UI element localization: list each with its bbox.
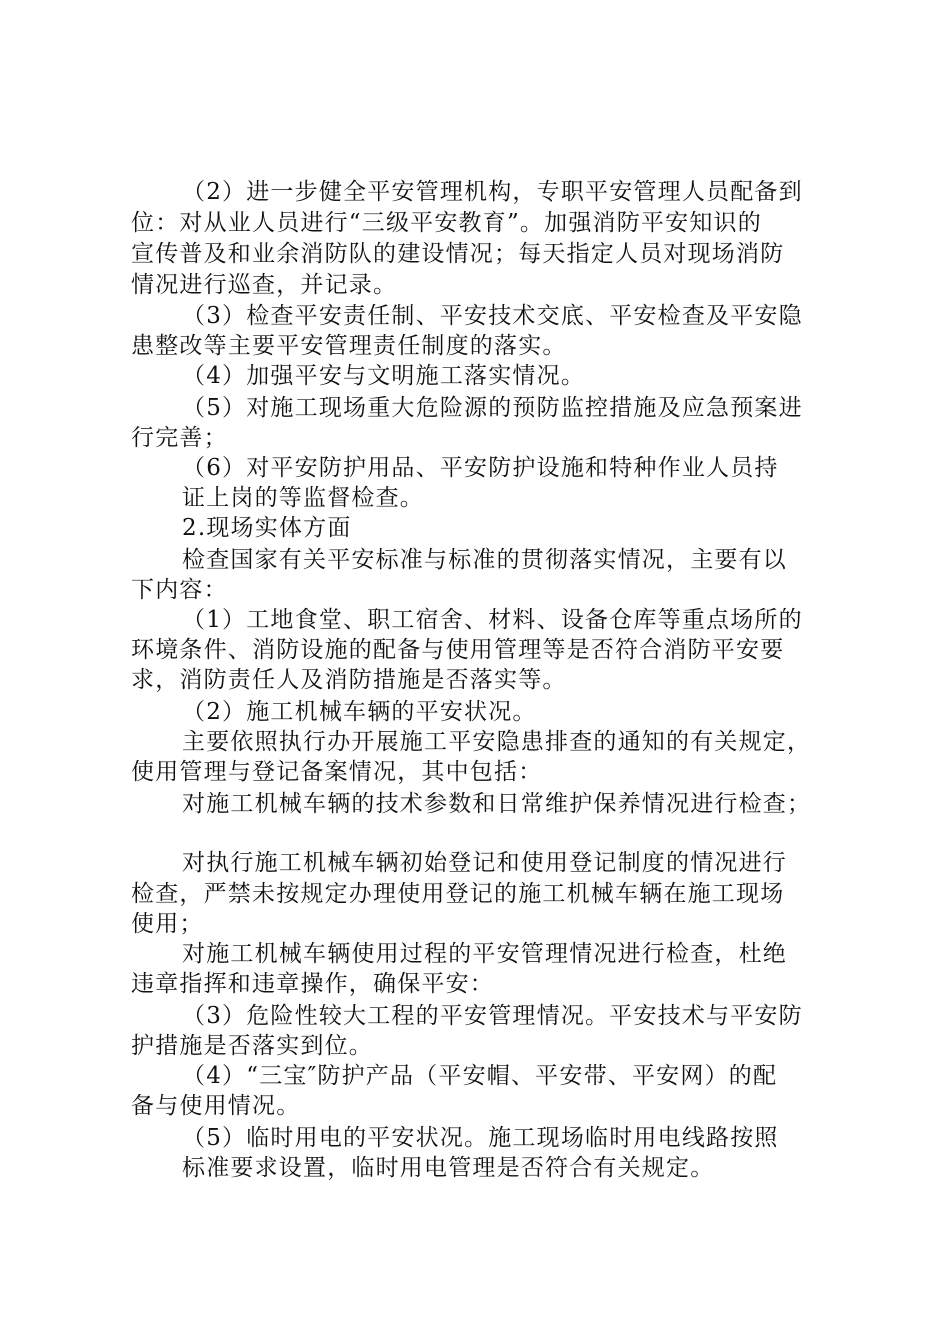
text-line: 检查国家有关平安标准与标准的贯彻落实情况，主要有以 <box>182 547 787 573</box>
text-line: 对执行施工机械车辆初始登记和使用登记制度的情况进行 <box>182 850 787 876</box>
text-line: 求，消防责任人及消防措施是否落实等。 <box>131 667 567 693</box>
text-line: （1）工地食堂、职工宿舍、材料、设备仓库等重点场所的 <box>182 607 803 633</box>
text-line: 行完善； <box>131 425 228 451</box>
text-line: 主要依照执行办开展施工平安隐患排查的通知的有关规定， <box>182 729 812 755</box>
text-line: 违章指挥和违章操作，确保平安： <box>131 971 494 997</box>
text-line: 检查，严禁未按规定办理使用登记的施工机械车辆在施工现场 <box>131 881 785 907</box>
text-line: 使用； <box>131 911 204 937</box>
text-line: 标准要求设置，临时用电管理是否符合有关规定。 <box>182 1155 715 1181</box>
text-line: 情况进行巡查，并记录。 <box>131 272 398 298</box>
text-line: （4）“三宝″防护产品（平安帽、平安带、平安网）的配 <box>182 1063 778 1089</box>
text-line: （5）对施工现场重大危险源的预防监控措施及应急预案进 <box>182 395 803 421</box>
text-line: （2）施工机械车辆的平安状况。 <box>182 699 537 725</box>
text-line: 证上岗的等监督检查。 <box>182 485 424 511</box>
text-line: （4）加强平安与文明施工落实情况。 <box>182 363 586 389</box>
text-line: 患整改等主要平安管理责任制度的落实。 <box>131 333 567 359</box>
text-line: 对施工机械车辆使用过程的平安管理情况进行检查，杜绝 <box>182 941 787 967</box>
text-line: 备与使用情况。 <box>131 1093 301 1119</box>
text-line: （2）进一步健全平安管理机构，专职平安管理人员配备到 <box>182 179 803 205</box>
text-line: 环境条件、消防设施的配备与使用管理等是否符合消防平安要 <box>131 637 785 663</box>
text-line: （3）检查平安责任制、平安技术交底、平安检查及平安隐 <box>182 303 803 329</box>
section-heading: 2.现场实体方面 <box>182 515 352 541</box>
text-line: 护措施是否落实到位。 <box>131 1033 373 1059</box>
text-line: 使用管理与登记备案情况，其中包括： <box>131 759 543 785</box>
text-line: （3）危险性较大工程的平安管理情况。平安技术与平安防 <box>182 1003 803 1029</box>
text-line: 下内容： <box>131 577 228 603</box>
text-line: 宣传普及和业余消防队的建设情况；每天指定人员对现场消防 <box>131 241 785 267</box>
text-line: （5）临时用电的平安状况。施工现场临时用电线路按照 <box>182 1125 779 1151</box>
text-line: （6）对平安防护用品、平安防护设施和特种作业人员持 <box>182 455 779 481</box>
text-line: 对施工机械车辆的技术参数和日常维护保养情况进行检查； <box>182 791 812 817</box>
text-line: 位：对从业人员进行“三级平安教育”。加强消防平安知识的 <box>131 210 762 236</box>
